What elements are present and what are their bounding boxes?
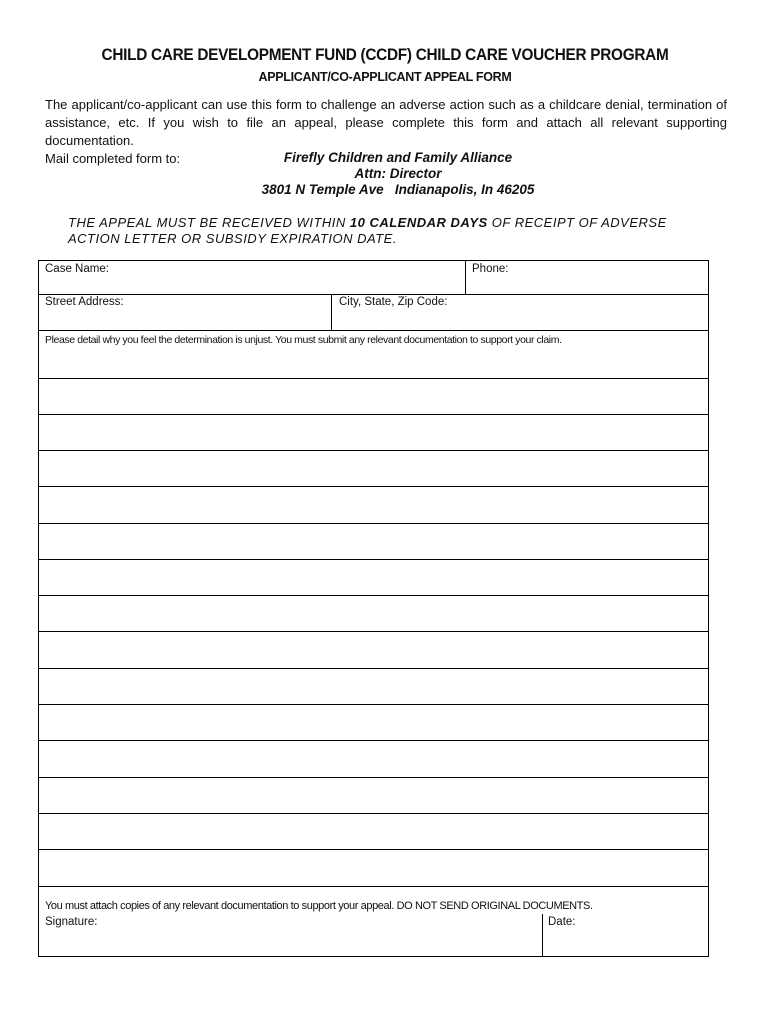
signature-label: Signature: xyxy=(45,916,98,928)
detail-line xyxy=(39,414,708,415)
detail-line xyxy=(39,595,708,596)
row-divider xyxy=(39,330,708,331)
deadline-part-2: OF RECEIPT OF ADVERSE xyxy=(487,215,667,230)
row-divider xyxy=(39,294,708,295)
deadline-part-1: THE APPEAL MUST BE RECEIVED WITHIN xyxy=(68,215,350,230)
intro-line-3: Mail completed form to: xyxy=(45,151,181,166)
appeal-form-table xyxy=(38,260,709,957)
mail-address: 3801 N Temple Ave Indianapolis, In 46205 xyxy=(261,182,535,197)
form-subtitle: APPLICANT/CO-APPLICANT APPEAL FORM xyxy=(258,70,512,84)
phone-divider xyxy=(465,261,466,294)
deadline-emphasis: 10 CALENDAR DAYS xyxy=(349,215,488,230)
city-state-zip-label: City, State, Zip Code: xyxy=(339,296,448,308)
intro-line-1: The applicant/co-applicant can use this form to challenge an adverse action such as a childcare denial, termination of xyxy=(45,97,727,112)
deadline-line-2: ACTION LETTER OR SUBSIDY EXPIRATION DATE. xyxy=(68,231,397,246)
detail-line xyxy=(39,777,708,778)
detail-line xyxy=(39,886,708,887)
detail-line xyxy=(39,813,708,814)
street-address-label: Street Address: xyxy=(45,296,124,308)
attach-note: You must attach copies of any relevant documentation to support your appeal. DO NOT SEND ORIGINAL DOCUMENTS. xyxy=(45,900,593,912)
intro-line-2: assistance, etc. If you wish to file an appeal, please complete this form and attach all relevant supporting documentation. xyxy=(45,115,727,148)
detail-line xyxy=(39,704,708,705)
date-divider xyxy=(542,914,543,957)
detail-line xyxy=(39,378,708,379)
detail-line xyxy=(39,849,708,850)
detail-line xyxy=(39,486,708,487)
phone-label: Phone: xyxy=(472,263,509,275)
mail-org: Firefly Children and Family Alliance xyxy=(283,150,513,165)
case-name-label: Case Name: xyxy=(45,263,109,275)
detail-line xyxy=(39,559,708,560)
detail-line xyxy=(39,450,708,451)
detail-line xyxy=(39,523,708,524)
date-label: Date: xyxy=(548,916,576,928)
detail-line xyxy=(39,668,708,669)
form-title: CHILD CARE DEVELOPMENT FUND (CCDF) CHILD CARE VOUCHER PROGRAM xyxy=(101,46,669,64)
mail-attn: Attn: Director xyxy=(354,166,442,181)
city-divider xyxy=(331,294,332,330)
deadline-notice xyxy=(68,215,688,247)
detail-instructions: Please detail why you feel the determination is unjust. You must submit any relevant documentation to support your claim. xyxy=(45,334,562,346)
detail-line xyxy=(39,740,708,741)
detail-line xyxy=(39,631,708,632)
